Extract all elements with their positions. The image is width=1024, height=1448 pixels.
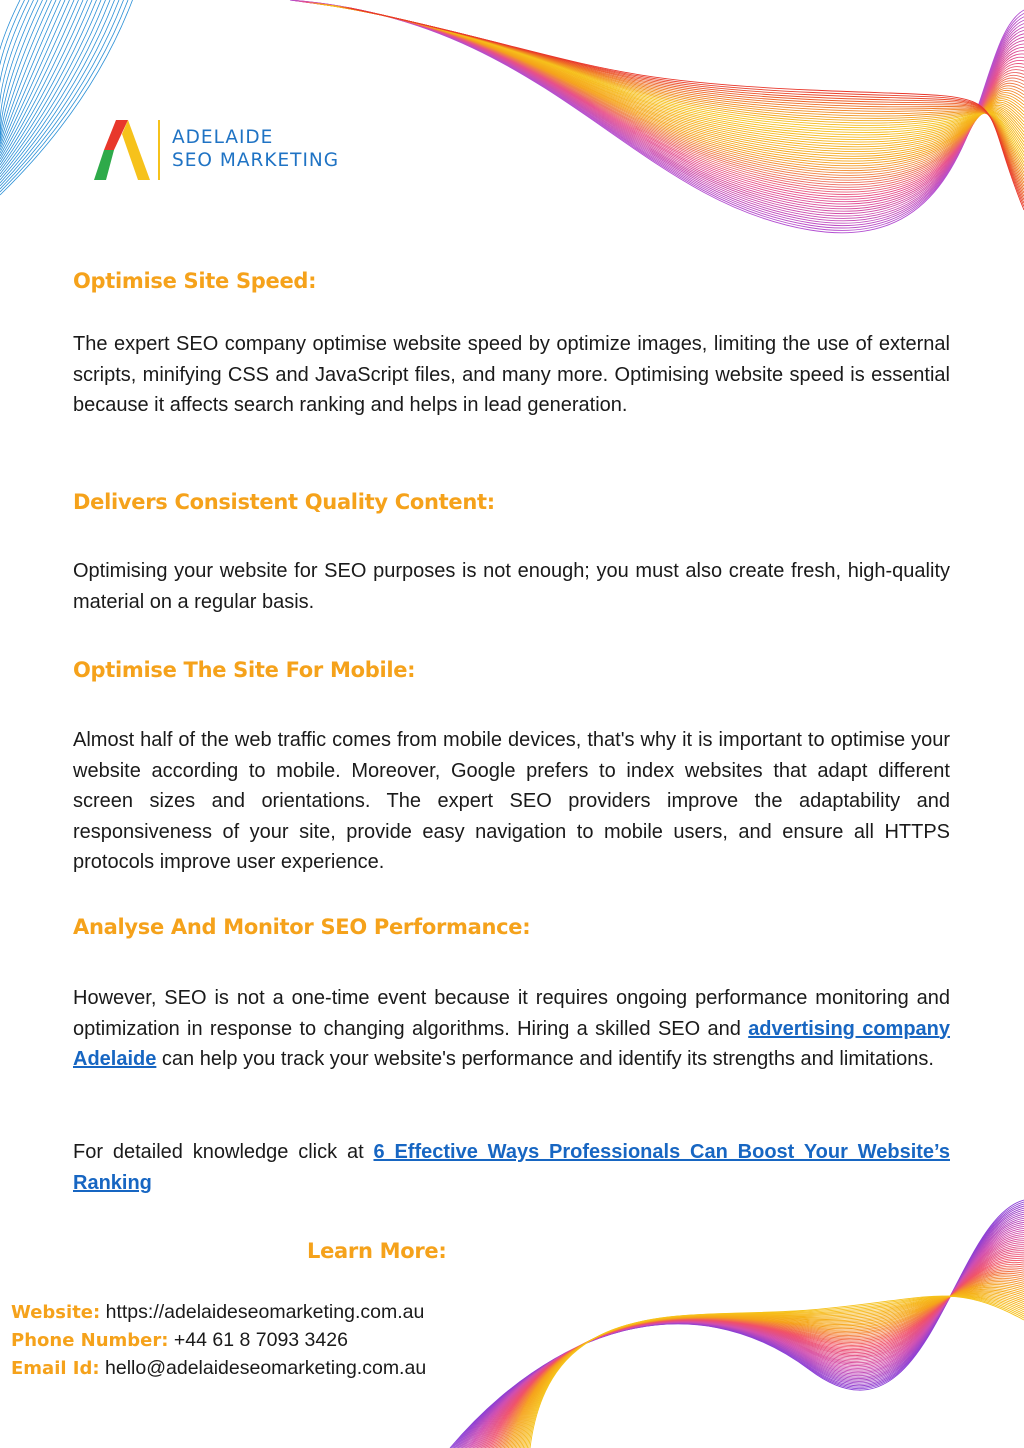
decorative-wave-line xyxy=(515,1290,1024,1448)
decorative-wave-line xyxy=(521,1294,1024,1448)
decorative-wave-line xyxy=(527,1296,1024,1448)
decorative-wave-line xyxy=(325,5,1024,152)
decorative-wave-line xyxy=(318,4,1024,166)
decorative-wave-line xyxy=(308,2,1024,189)
decorative-wave-line xyxy=(526,1296,1024,1448)
decorative-wave-line xyxy=(481,1247,1024,1448)
decorative-wave-line xyxy=(312,3,1024,180)
decorative-wave-line xyxy=(457,1210,1024,1448)
decorative-wave-line xyxy=(299,1,1024,211)
decorative-wave-line xyxy=(485,1253,1024,1448)
decorative-wave-line xyxy=(321,4,1024,161)
decorative-wave-line xyxy=(0,0,43,135)
decorative-wave-line xyxy=(337,6,1024,166)
decorative-wave-line xyxy=(472,1233,1024,1448)
advertising-company-link[interactable]: advertising company Adelaide xyxy=(73,1017,950,1070)
decorative-wave-line xyxy=(503,1277,1024,1448)
decorative-wave-line xyxy=(508,1283,1024,1448)
decorative-wave-line xyxy=(348,8,1024,203)
decorative-wave-line xyxy=(464,1220,1024,1448)
decorative-wave-line xyxy=(304,2,1024,199)
decorative-wave-line xyxy=(0,0,92,168)
decorative-wave-line xyxy=(507,1281,1024,1448)
decorative-wave-line xyxy=(291,0,1024,230)
heading-quality-content: Delivers Consistent Quality Content: xyxy=(73,490,495,514)
decorative-wave-line xyxy=(454,1206,1024,1448)
decorative-wave-line xyxy=(0,0,47,138)
decorative-wave-line xyxy=(330,5,1024,142)
decorative-wave-line xyxy=(495,1266,1024,1448)
decorative-wave-line xyxy=(484,1251,1024,1448)
heading-site-speed: Optimise Site Speed: xyxy=(73,269,317,293)
decorative-wave-line xyxy=(502,1275,1024,1448)
decorative-wave-line xyxy=(293,0,1024,225)
decorative-wave-line xyxy=(455,1208,1024,1448)
paragraph-quality-content: Optimising your website for SEO purposes is not enough; you must also create fresh, high-quality material on a regular basis. xyxy=(73,560,950,613)
decorative-wave-line xyxy=(458,1212,1024,1448)
decorative-wave-line xyxy=(303,2,1024,202)
decorative-wave-line xyxy=(0,0,106,177)
decorative-wave-line xyxy=(491,1260,1024,1448)
decorative-wave-line xyxy=(477,1241,1024,1448)
decorative-wave-line xyxy=(476,1239,1024,1448)
decorative-wave-line xyxy=(473,1235,1024,1448)
decorative-wave-line xyxy=(489,1258,1024,1448)
decorative-wave-line xyxy=(345,7,1024,193)
decorative-wave-line xyxy=(0,0,25,123)
decorative-wave-line xyxy=(292,0,1024,228)
decorative-wave-line xyxy=(469,1228,1024,1448)
decorative-wave-line xyxy=(0,0,52,141)
decorative-wave-line xyxy=(333,6,1024,153)
detail-prefix: For detailed knowledge click at xyxy=(73,1141,374,1163)
decorative-wave-line xyxy=(316,4,1024,171)
decorative-wave-line xyxy=(327,5,1024,147)
decorative-wave-line xyxy=(306,2,1024,194)
decorative-wave-line xyxy=(492,1262,1024,1448)
decorative-wave-line xyxy=(296,1,1024,219)
decorative-wave-line xyxy=(459,1214,1024,1448)
decorative-wave-line xyxy=(487,1255,1024,1448)
decorative-wave-line xyxy=(0,0,74,156)
website-value[interactable]: https://adelaideseomarketing.com.au xyxy=(105,1301,425,1323)
decorative-wave-line xyxy=(331,5,1024,145)
decorative-wave-line xyxy=(335,6,1024,159)
paragraph-site-speed: The expert SEO company optimise website speed by optimize images, limiting the use of external scripts, minifying CSS and JavaScript files, and many more. Optimising website speed is essential because it affects search ranking and helps in lead generation. xyxy=(73,333,950,416)
decorative-wave-line xyxy=(0,0,29,126)
decorative-wave-line xyxy=(349,8,1024,207)
decorative-wave-line xyxy=(346,7,1024,196)
decorative-wave-line xyxy=(516,1291,1024,1448)
decorative-wave-line xyxy=(343,7,1024,186)
phone-value[interactable]: +44 61 8 7093 3426 xyxy=(173,1329,348,1351)
paragraph-seo-performance xyxy=(73,983,950,1075)
decorative-wave-line xyxy=(523,1295,1024,1448)
decorative-wave-line xyxy=(344,7,1024,189)
decorative-wave-line xyxy=(323,4,1024,156)
decorative-wave-line xyxy=(338,6,1024,169)
decorative-wave-line xyxy=(301,1,1024,206)
decorative-wave-line xyxy=(332,6,1024,149)
decorative-wave-line xyxy=(341,7,1024,180)
decorative-wave-line xyxy=(313,3,1024,178)
decorative-wave-line xyxy=(319,4,1024,164)
decorative-wave-line xyxy=(302,2,1024,204)
decorative-wave-line xyxy=(0,0,97,171)
decorative-wave-line xyxy=(466,1224,1024,1448)
decorative-wave-line xyxy=(499,1271,1024,1448)
decorative-wave-line xyxy=(298,1,1024,214)
logo-line-2: SEO MARKETING xyxy=(172,150,340,171)
decorative-wave-line xyxy=(347,8,1024,200)
decorative-wave-line xyxy=(450,1200,1024,1448)
decorative-wave-line xyxy=(0,0,61,147)
learn-more-heading: Learn More: xyxy=(307,1239,447,1263)
decorative-wave-line xyxy=(493,1264,1024,1448)
email-value[interactable]: hello@adelaideseomarketing.com.au xyxy=(105,1357,427,1379)
decorative-wave-line xyxy=(483,1249,1024,1448)
decorative-wave-line xyxy=(512,1287,1024,1448)
paragraph-mobile: Almost half of the web traffic comes from mobile devices, that's why it is important to optimise your website according to mobile. Moreover, Google prefers to index websites that adapt different screen sizes and orientations. The expert SEO providers improve the adaptability and responsiveness of your site, provide easy navigation to mobile users, and ensure all HTTPS protocols improve user experience. xyxy=(73,729,950,873)
decorative-wave-line xyxy=(342,7,1024,183)
decorative-wave-line xyxy=(0,0,88,165)
decorative-wave-line xyxy=(0,0,38,132)
decorative-wave-line xyxy=(334,6,1024,156)
decorative-wave-line xyxy=(326,5,1024,149)
decorative-wave-line xyxy=(300,1,1024,209)
decorative-wave-line xyxy=(290,0,1024,233)
logo-wordmark xyxy=(172,126,339,172)
decorative-wave-line xyxy=(506,1280,1024,1448)
logo-divider xyxy=(158,120,160,180)
decorative-wave-line xyxy=(297,1,1024,216)
decorative-wave-line xyxy=(510,1284,1024,1448)
decorative-wave-line xyxy=(522,1295,1024,1448)
decorative-waves-top-right xyxy=(250,0,1024,240)
phone-label: Phone Number: xyxy=(11,1330,169,1351)
decorative-wave-line xyxy=(497,1270,1024,1448)
decorative-wave-line xyxy=(518,1292,1024,1448)
decorative-wave-line xyxy=(529,1296,1024,1448)
decorative-wave-line xyxy=(328,5,1024,144)
decorative-wave-line xyxy=(310,3,1024,185)
decorative-wave-line xyxy=(511,1286,1024,1448)
decorative-wave-line xyxy=(0,0,34,129)
decorative-wave-line xyxy=(474,1237,1024,1448)
decorative-wave-line xyxy=(322,4,1024,158)
decorative-wave-line xyxy=(311,3,1024,183)
heading-seo-performance: Analyse And Monitor SEO Performance: xyxy=(73,915,531,939)
decorative-wave-line xyxy=(314,3,1024,175)
decorative-wave-line xyxy=(0,0,65,150)
decorative-wave-line xyxy=(480,1245,1024,1448)
decorative-wave-line xyxy=(461,1216,1024,1448)
decorative-wave-line xyxy=(294,1,1024,224)
paragraph-detail xyxy=(73,1137,950,1198)
contact-phone xyxy=(11,1329,348,1352)
decorative-wave-line xyxy=(462,1218,1024,1448)
decorative-wave-line xyxy=(470,1231,1024,1448)
paragraph-seo-performance-text-1: However, SEO is not a one-time event because it requires ongoing performance monitoring and optimization in response to changing algorithms. Hiring a skilled SEO and xyxy=(73,987,950,1040)
email-label: Email Id: xyxy=(11,1358,100,1379)
decorative-wave-line xyxy=(0,0,101,174)
paragraph-seo-performance-text-2: can help you track your website's performance and identify its strengths and limitations. xyxy=(156,1048,934,1070)
decorative-wave-line xyxy=(315,3,1024,173)
decorative-wave-line xyxy=(453,1204,1024,1448)
decorative-wave-line xyxy=(307,2,1024,192)
decorative-wave-line xyxy=(339,7,1024,173)
logo-line-1: ADELAIDE xyxy=(172,127,274,148)
decorative-waves-bottom-right xyxy=(430,1190,1024,1448)
decorative-wave-line xyxy=(465,1222,1024,1448)
decorative-wave-line xyxy=(500,1273,1024,1448)
decorative-wave-line xyxy=(309,3,1024,188)
decorative-wave-line xyxy=(329,5,1024,142)
decorative-wave-line xyxy=(504,1278,1024,1448)
decorative-wave-line xyxy=(478,1243,1024,1448)
decorative-wave-line xyxy=(324,4,1024,153)
decorative-wave-line xyxy=(496,1268,1024,1448)
decorative-wave-line xyxy=(488,1257,1024,1448)
contact-email xyxy=(11,1357,426,1380)
decorative-wave-line xyxy=(530,1296,1024,1448)
decorative-wave-line xyxy=(525,1296,1024,1448)
decorative-wave-line xyxy=(305,2,1024,197)
website-label: Website: xyxy=(11,1302,101,1323)
decorative-wave-line xyxy=(0,0,56,144)
decorative-wave-line xyxy=(0,0,20,120)
decorative-wave-line xyxy=(295,1,1024,221)
decorative-wave-line xyxy=(0,0,70,153)
decorative-wave-line xyxy=(340,7,1024,176)
decorative-wave-line xyxy=(451,1202,1024,1448)
decorative-wave-line xyxy=(468,1226,1024,1448)
logo-a-icon xyxy=(94,120,150,180)
decorative-wave-line xyxy=(336,6,1024,162)
heading-mobile: Optimise The Site For Mobile: xyxy=(73,658,416,682)
boost-ranking-article-link[interactable]: 6 Effective Ways Professionals Can Boost Your Website’s Ranking xyxy=(73,1141,950,1194)
decorative-wave-line xyxy=(0,0,83,162)
decorative-wave-line xyxy=(317,4,1024,169)
decorative-wave-line xyxy=(0,0,79,159)
brand-logo xyxy=(94,118,354,182)
decorative-wave-line xyxy=(514,1289,1024,1448)
decorative-wave-line xyxy=(519,1293,1024,1448)
contact-website xyxy=(11,1301,424,1324)
decorative-wave-line xyxy=(350,8,1024,210)
